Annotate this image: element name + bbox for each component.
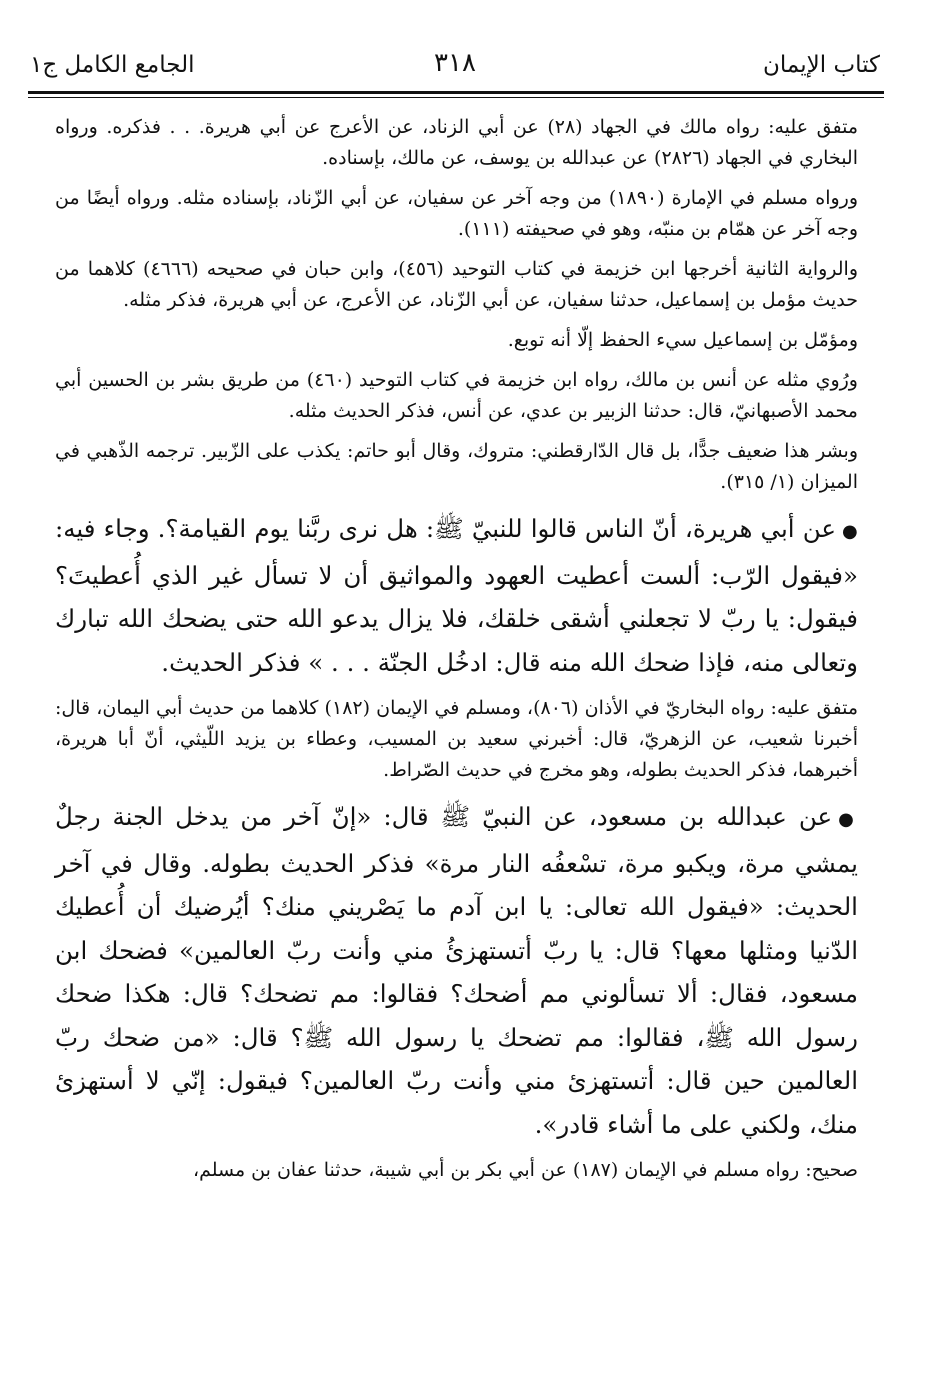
hadith-text: عن أبي هريرة، أنّ الناس قالوا للنبيّ ﷺ: هل نرى ربَّنا يوم القيامة؟. وجاء فيه: «فيقول الرّب: ألست أعطيت العهود والمواثيق أن لا تسأل غير الذي أُعطيتَ؟ فيقول: يا ربّ لا تجعلني أشقى خلقك، فلا يزال يدعو الله حتى يضحك الله تبارك وتعالى منه، فإذا ضحك الله منه قال: ادخُل الجنّة . . . » فذكر الحديث. — [55, 514, 858, 677]
footnote-paragraph: ورُوي مثله عن أنس بن مالك، رواه ابن خزيمة في كتاب التوحيد (٤٦٠) من طريق بشر بن الحسين أبي محمد الأصبهانيّ، قال: حدثنا الزبير بن عدي، عن أنس، فذكر الحديث مثله. — [55, 369, 858, 422]
footnote-paragraph: متفق عليه: رواه مالك في الجهاد (٢٨) عن أبي الزناد، عن الأعرج عن أبي هريرة. . . فذكره. ورواه البخاري في الجهاد (٢٨٢٦) عن عبدالله بن يوسف، عن مالك، بإسناده. — [55, 116, 858, 169]
page-header — [30, 48, 880, 92]
bullet-marker: ● — [841, 521, 858, 542]
page-body — [55, 112, 858, 1195]
header-rule-thin — [28, 97, 884, 98]
footnote-paragraph: والرواية الثانية أخرجها ابن خزيمة في كتاب التوحيد (٤٥٦)، وابن حبان في صحيحه (٤٦٦٦) كلاهما من حديث مؤمل بن إسماعيل، حدثنا سفيان، عن أبي الزّناد، عن الأعرج، عن أبي هريرة، فذكر مثله. — [55, 258, 858, 311]
footnote-paragraph: وبشر هذا ضعيف جدًّا، بل قال الدّارقطني: متروك، وقال أبو حاتم: يكذب على الزّبير. ترجمه الذّهبي في الميزان (١/ ٣١٥). — [55, 440, 858, 493]
section-title: كتاب الإيمان — [763, 52, 880, 78]
book-title: الجامع الكامل ج١ — [30, 52, 195, 78]
footnote-paragraph: ورواه مسلم في الإمارة (١٨٩٠) من وجه آخر عن سفيان، عن أبي الزّناد، بإسناده مثله. ورواه أيضًا من وجه آخر عن همّام بن منبّه، وهو في صحيفته (١١١). — [55, 187, 858, 240]
page-number: ٣١٨ — [434, 48, 476, 78]
footnote-paragraph: ومؤمّل بن إسماعيل سيء الحفظ إلّا أنه توبع. — [507, 329, 858, 351]
header-rule-thick — [28, 91, 884, 94]
footnote-paragraph: متفق عليه: رواه البخاريّ في الأذان (٨٠٦)، ومسلم في الإيمان (١٨٢) كلاهما من حديث أبي اليمان، قال: أخبرنا شعيب، عن الزهريّ، قال: أخبرني سعيد بن المسيب، وعطاء بن يزيد اللّيثي، أنّ أبا هريرة، أخبرهما، فذكر الحديث بطوله، وهو مخرج في حديث الصّراط. — [55, 697, 858, 781]
footnote-paragraph: صحيح: رواه مسلم في الإيمان (١٨٧) عن أبي بكر بن أبي شيبة، حدثنا عفان بن مسلم، — [192, 1159, 858, 1181]
hadith-paragraph — [55, 507, 858, 684]
bullet-marker: ● — [838, 809, 858, 830]
hadith-text: عن عبدالله بن مسعود، عن النبيّ ﷺ قال: «إنّ آخر من يدخل الجنة رجلٌ يمشي مرة، ويكبو مرة، تسْعفُه النار مرة» فذكر الحديث بطوله. وقال في آخر الحديث: «فيقول الله تعالى: يا ابن آدم ما يَصْريني منك؟ أيُرضيك أن أُعطيك الدّنيا ومثلها معها؟ قال: يا ربّ أتستهزئُ مني وأنت ربّ العالمين» فضحك ابن مسعود، فقال: ألا تسألوني مم أضحك؟ فقالوا: مم تضحك؟ قال: هكذا ضحك رسول الله ﷺ، فقالوا: مم تضحك يا رسول الله ﷺ؟ قال: «من ضحك ربّ العالمين حين قال: أتستهزئ مني وأنت ربّ العالمين؟ فيقول: إنّي لا أستهزئ منك، ولكني على ما أشاء قادر». — [55, 802, 858, 1139]
hadith-paragraph — [55, 795, 858, 1146]
